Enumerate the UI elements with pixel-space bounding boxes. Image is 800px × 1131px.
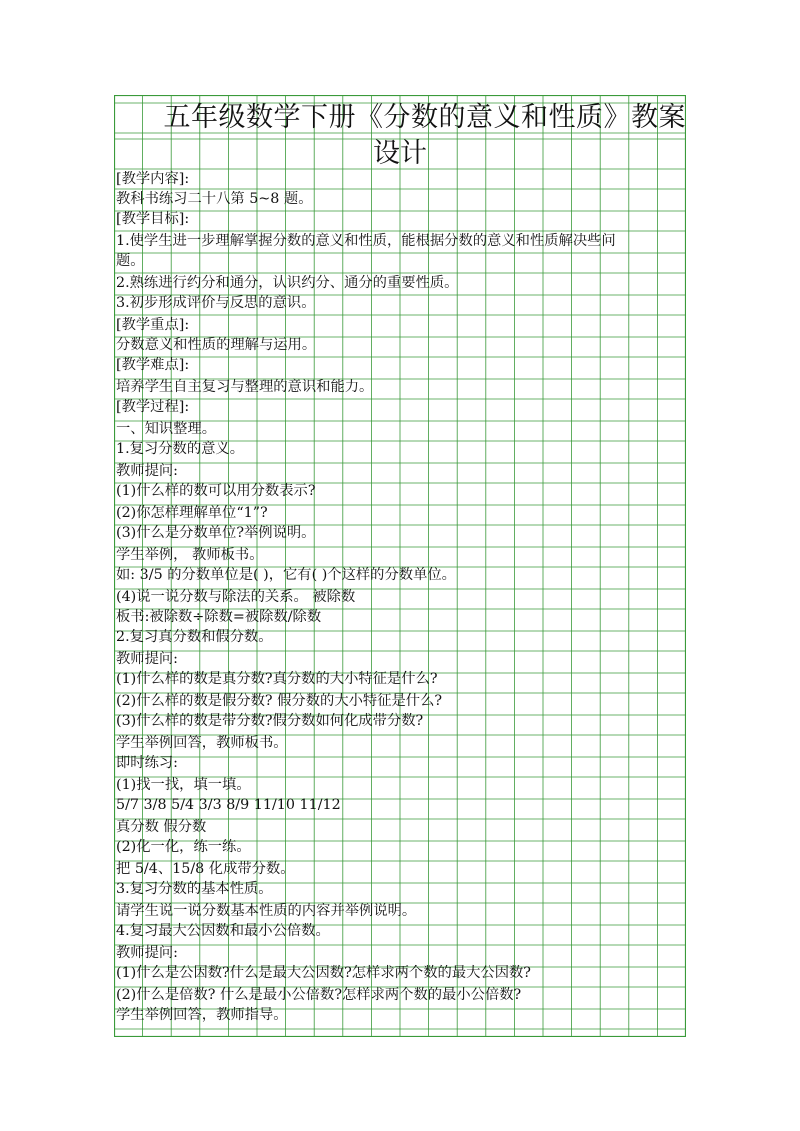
text-line: 一、知识整理。 [116, 421, 217, 437]
document-title-line-1: 五年级数学下册《分数的意义和性质》教案 [163, 102, 686, 133]
text-line: (2)你怎样理解单位“1”? [116, 505, 268, 521]
section-heading: [教学目标]: [116, 211, 190, 227]
text-line: 真分数 假分数 [116, 819, 207, 835]
text-line: 即时练习: [116, 755, 179, 771]
text-line: 1.复习分数的意义。 [116, 441, 245, 457]
text-line: 学生举例回答，教师板书。 [116, 735, 288, 751]
text-line: 2.熟练进行约分和通分，认识约分、通分的重要性质。 [116, 275, 459, 291]
text-line: 学生举例， 教师板书。 [116, 547, 264, 563]
text-line: 分数意义和性质的理解与运用。 [116, 337, 317, 353]
text-line: 1.使学生进一步理解掌握分数的意义和性质，能根据分数的意义和性质解决些问 [116, 233, 616, 249]
text-line: 3.初步形成评价与反思的意识。 [116, 295, 316, 311]
text-line: (1)找一找，填一填。 [116, 777, 251, 793]
text-line: 教科书练习二十八第 5~8 题。 [116, 191, 313, 207]
document-title-line-2: 设计 [373, 138, 427, 169]
section-heading: [教学难点]: [116, 357, 190, 373]
text-line: 教师提问: [116, 463, 179, 479]
text-line: 学生举例回答，教师指导。 [116, 1007, 288, 1023]
section-heading: [教学内容]: [116, 171, 190, 187]
text-line: (4)说一说分数与除法的关系。 被除数 [116, 589, 356, 605]
document-body [114, 95, 686, 1037]
text-line: (2)化一化，练一练。 [116, 839, 251, 855]
text-line: 题。 [116, 253, 145, 269]
text-line: (1)什么样的数是真分数?真分数的大小特征是什么? [116, 671, 438, 687]
text-line: 5/7 3/8 5/4 3/3 8/9 11/10 11/12 [116, 797, 341, 813]
text-line: 把 5/4、15/8 化成带分数。 [116, 861, 295, 877]
text-line: 培养学生自主复习与整理的意识和能力。 [116, 379, 374, 395]
text-line: (1)什么是公因数?什么是最大公因数?怎样求两个数的最大公因数? [116, 965, 531, 981]
text-line: 教师提问: [116, 945, 179, 961]
text-line: 板书:被除数÷除数=被除数/除数 [116, 609, 322, 625]
section-heading: [教学过程]: [116, 399, 190, 415]
text-line: (3)什么样的数是带分数?假分数如何化成带分数? [116, 713, 424, 729]
text-line: 如: 3/5 的分数单位是( )，它有( )个这样的分数单位。 [116, 567, 456, 583]
text-line: 请学生说一说分数基本性质的内容并举例说明。 [116, 903, 417, 919]
text-line: (2)什么是倍数? 什么是最小公倍数?怎样求两个数的最小公倍数? [116, 987, 522, 1003]
text-line: 4.复习最大公因数和最小公倍数。 [116, 923, 330, 939]
text-line: 3.复习分数的基本性质。 [116, 881, 273, 897]
text-line: 教师提问: [116, 651, 179, 667]
text-line: 2.复习真分数和假分数。 [116, 629, 273, 645]
text-line: (3)什么是分数单位?举例说明。 [116, 525, 316, 541]
section-heading: [教学重点]: [116, 317, 190, 333]
text-line: (1)什么样的数可以用分数表示? [116, 483, 316, 499]
text-line: (2)什么样的数是假分数? 假分数的大小特征是什么? [116, 693, 443, 709]
